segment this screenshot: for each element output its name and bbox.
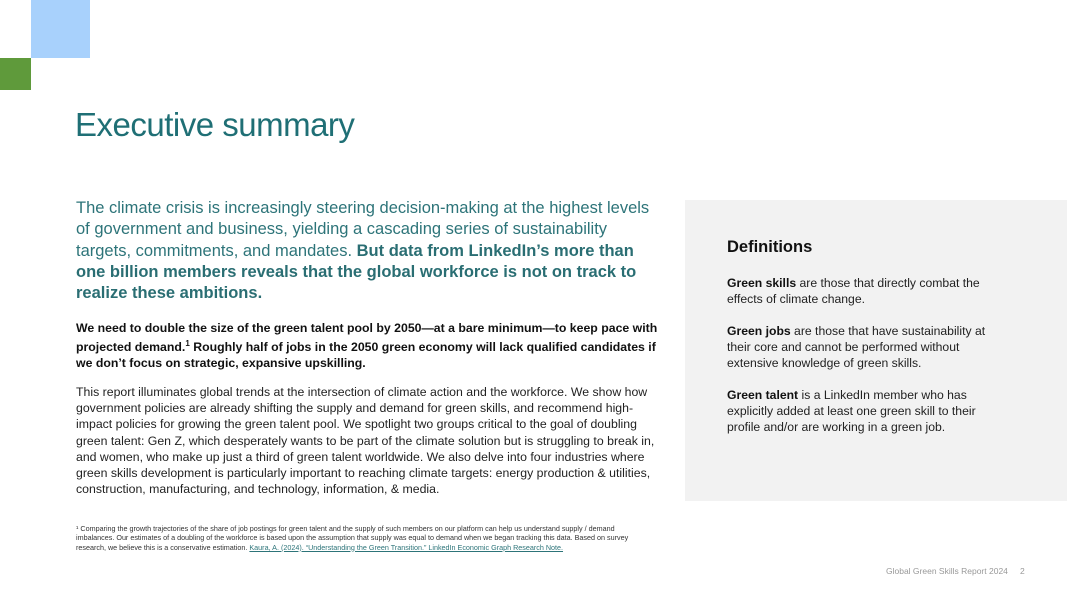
- decorative-green-square: [0, 58, 31, 90]
- definition-green-jobs: [727, 323, 987, 371]
- footnote-link[interactable]: Kaura, A. (2024). “Understanding the Green Transition.” LinkedIn Economic Graph Research Note.: [249, 542, 564, 552]
- footnote-marker: 1: [185, 339, 190, 348]
- intro-paragraph: [76, 198, 661, 304]
- definition-term: Green jobs: [727, 324, 791, 338]
- intro-text: The climate crisis is increasingly steering decision-making at the highest levels of government and business, yielding a cascading series of sustainability targets, commitments, and mandates.: [76, 199, 650, 260]
- intro-bold-text: But data from LinkedIn’s more than one billion members reveals that the global workforce is not on track to realize these ambitions.: [76, 241, 637, 303]
- key-point-paragraph: [76, 320, 661, 371]
- definitions-title: Definitions: [727, 238, 813, 256]
- definitions-panel: [685, 200, 1067, 501]
- body-paragraph: This report illuminates global trends at the intersection of climate action and the workforce. We show how government policies are already shifting the supply and demand for green skills, and recommend high-impact policies for growing the green talent pool. We spotlight two groups critical to the goal of doubling green talent: Gen Z, which desperately wants to be part of the climate solution but is struggling to break in, and women, who make up just a third of green talent worldwide. We also delve into four industries where green skills development is particularly important to reaching climate targets: energy production & utilities, construction, manufacturing, and technology, information, & media.: [76, 385, 655, 497]
- definition-text: are those that have sustainability at their core and cannot be performed without extensive knowledge of green skills.: [727, 324, 986, 370]
- footnote: [76, 524, 641, 552]
- definition-text: are those that directly combat the effects of climate change.: [727, 276, 980, 306]
- definition-term: Green talent: [727, 388, 799, 402]
- page-number: 2: [1020, 566, 1025, 576]
- footer-report-title: Global Green Skills Report 2024: [886, 566, 1008, 576]
- key-point-text: We need to double the size of the green talent pool by 2050—at a bare minimum—to keep pace with projected demand.: [76, 321, 658, 355]
- key-point-text-continued: Roughly half of jobs in the 2050 green economy will lack qualified candidates if we don’t focus on strategic, expansive upskilling.: [76, 340, 656, 371]
- definition-text: is a LinkedIn member who has explicitly added at least one green skill to their profile and/or are working in a green job.: [727, 388, 976, 434]
- decorative-blue-square: [31, 0, 90, 58]
- definition-term: Green skills: [727, 276, 797, 290]
- definition-green-skills: [727, 275, 987, 307]
- page-title: Executive summary: [75, 106, 355, 143]
- footnote-text: ¹ Comparing the growth trajectories of the share of job postings for green talent and the supply of such members on our platform can help us understand supply / demand imbalances. Our estimates of a doubling of the workforce is based upon the assumption that supply was equal to demand when we began tracking this data. Based on survey research, we believe this is a conservative estimation.: [76, 524, 629, 552]
- definition-green-talent: [727, 387, 987, 435]
